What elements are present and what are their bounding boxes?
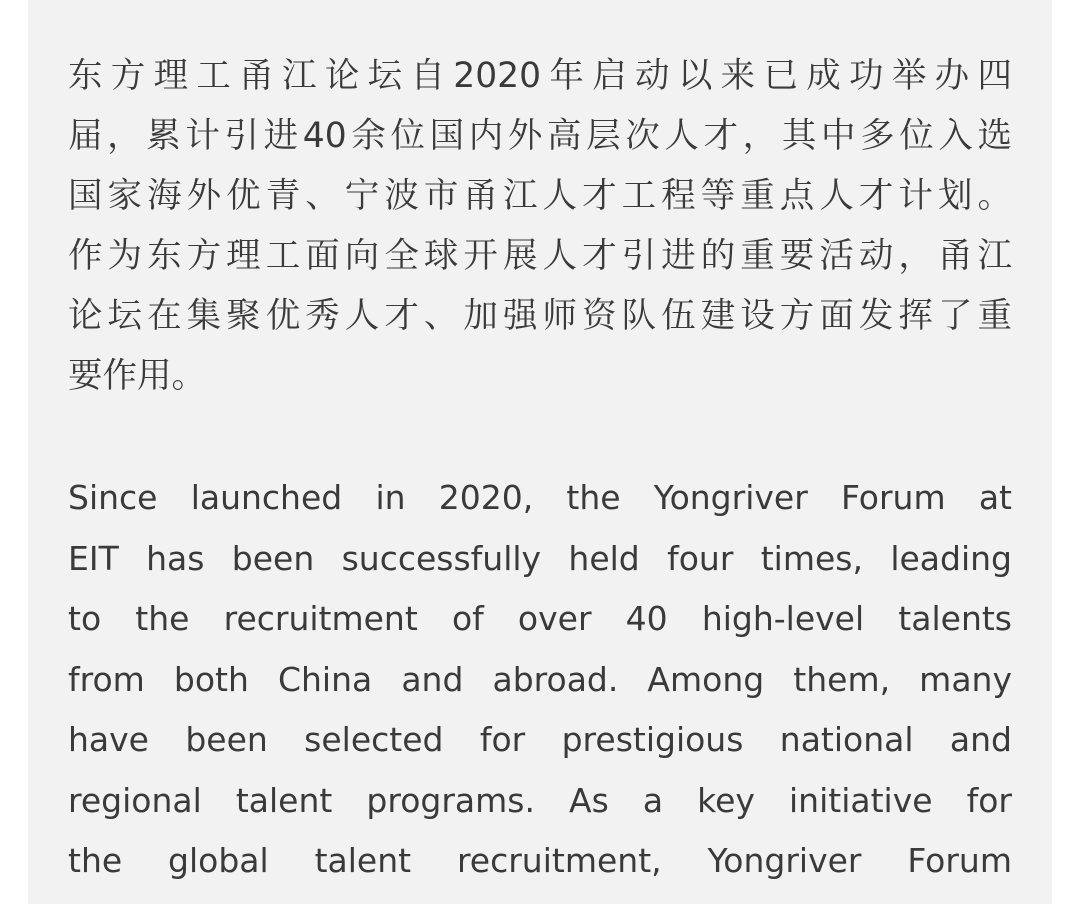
paragraph-line: have been selected for prestigious national and (68, 720, 1012, 759)
paragraph-line: 作为东方理工面向全球开展人才引进的重要活动，甬江 (68, 236, 1012, 276)
chinese-paragraph (68, 46, 1012, 406)
paragraph-line: the global talent recruitment, Yongriver Forum (68, 841, 1012, 880)
paragraph-line: EIT has been successfully held four times, leading (68, 538, 1012, 578)
paragraph-line: 东方理工甬江论坛自2020年启动以来已成功举办四 (68, 56, 1012, 96)
paragraph-line: Since launched in 2020, the Yongriver Forum at (68, 478, 1012, 517)
paragraph-line: 要作用。 (68, 356, 206, 396)
english-paragraph (68, 468, 1012, 892)
paragraph-line: 国家海外优青、宁波市甬江人才工程等重点人才计划。 (68, 176, 1012, 216)
paragraph-line: regional talent programs. As a key initiative for (68, 780, 1012, 820)
paragraph-line: 论坛在集聚优秀人才、加强师资队伍建设方面发挥了重 (68, 296, 1012, 336)
paragraph-line: from both China and abroad. Among them, many (68, 659, 1012, 699)
paragraph-line: 届，累计引进40余位国内外高层次人才，其中多位入选 (68, 116, 1012, 156)
paragraph-line: to the recruitment of over 40 high-level talents (68, 599, 1012, 638)
article-card (28, 0, 1052, 904)
